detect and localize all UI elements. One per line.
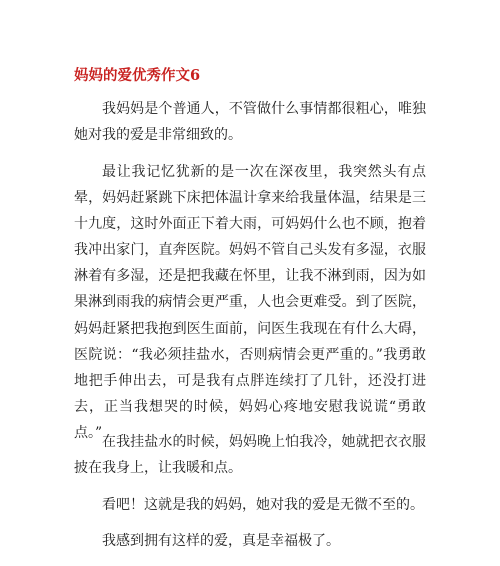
paragraph-1: 我妈妈是个普通人，不管做什么事情都很粗心，唯独她对我的爱是非常细致的。 [74,101,426,144]
paragraph-4: 看吧！这就是我的妈妈，她对我的爱是无微不至的。 [102,497,424,513]
paragraph-2: 最让我记忆犹新的是一次在深夜里，我突然头有点晕，妈妈赶紧跳下床把体温计拿来给我量体温，结果是三十九度，这时外面正下着大雨，可妈妈什么也不顾，抱着我冲出家门，直奔医院。妈妈不管自己头发有多湿，衣服淋着有多湿，还是把我藏在怀里，让我不淋到雨，因为如果淋到雨我的病情会更严重，人也会更难受。到了医院，妈妈赶紧把我抱到医生面前，问医生我现在有什么大碍，医院说：“我必须挂盐水，否则病情会更严重的。”我勇敢地把手伸出去，可是我有点胖连续打了几针，还没打进去，正当我想哭的时候，妈妈心疼地安慰我说谎“勇敢点。” [74,164,426,441]
paragraph-5: 我感到拥有这样的爱，真是幸福极了。 [102,533,340,549]
paragraph-3: 在我挂盐水的时候，妈妈晚上怕我冷，她就把衣衣服披在我身上，让我暖和点。 [74,434,426,477]
article-title: 妈妈的爱优秀作文6 [74,67,201,84]
